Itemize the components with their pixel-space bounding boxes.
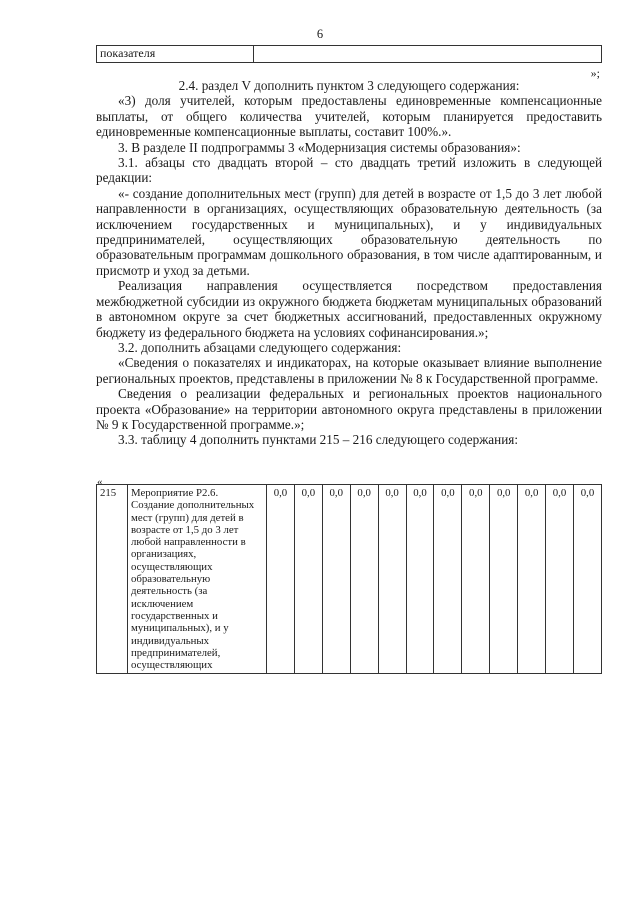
table-4-excerpt — [96, 484, 602, 674]
table-cell-empty — [254, 46, 602, 63]
closing-quote: »; — [590, 66, 600, 80]
paragraph: Сведения о реализации федеральных и региональных проектов национального проекта «Образование» на территории автономного округа представлены в приложении № 9 к Государственной программе.»; — [96, 386, 602, 432]
paragraph: «3) доля учителей, которым предоставлены единовременные компенсационные выплаты, от общего количества учителей, которым планируется предоставить единовременные компенсационные выплаты, составит 100%.». — [96, 93, 602, 140]
paragraph: «Сведения о показателях и индикаторах, на которые оказывает влияние выполнение региональных проектов, представлены в приложении № 8 к Государственной программе. — [96, 355, 602, 386]
table-cell: показателя — [97, 46, 254, 63]
continuation-table — [96, 45, 602, 63]
table-row — [97, 46, 602, 63]
value-cell: 0,0 — [462, 485, 490, 674]
document-body — [96, 78, 602, 448]
paragraph: 3. В разделе II подпрограммы 3 «Модернизация системы образования»: — [118, 139, 521, 155]
value-cell: 0,0 — [378, 485, 406, 674]
paragraph: 3.2. дополнить абзацами следующего содержания: — [118, 339, 402, 355]
page-number: 6 — [316, 27, 324, 41]
value-cell: 0,0 — [406, 485, 434, 674]
measure-name: Мероприятие Р2.6. Создание дополнительных мест (групп) для детей в возрасте от 1,5 до 3 лет любой направленности в организациях, осуществляющих образовательную деятельность (за исключением государственных и муниципальных), и у индивидуальных предпринимателей, осуществляющих — [128, 485, 267, 674]
row-number: 215 — [97, 485, 128, 674]
value-cell: 0,0 — [490, 485, 518, 674]
opening-quote: « — [97, 476, 103, 488]
paragraph: «- создание дополнительных мест (групп) для детей в возрасте от 1,5 до 3 лет любой направленности в организациях, осуществляющих образовательную деятельность (за исключением государственных и муниципальных), и у индивидуальных предпринимателей, осуществляющих образовательную деятельность по образовательным программам дошкольного образования, в том числе адаптированным, и присмотр и уход за детьми. — [96, 185, 602, 278]
paragraph: Реализация направления осуществляется посредством предоставления межбюджетной субсидии из окружного бюджета бюджетам муниципальных образований в автономном округе за счет бюджетных ассигнований, предоставленных окружному бюджету из федерального бюджета на условиях софинансирования.»; — [96, 278, 602, 340]
paragraph: 3.1. абзацы сто двадцать второй – сто двадцать третий изложить в следующей редакции: — [96, 155, 602, 186]
paragraph: 2.4. раздел V дополнить пунктом 3 следующего содержания: — [178, 78, 520, 93]
paragraph: 3.3. таблицу 4 дополнить пунктами 215 – 216 следующего содержания: — [118, 432, 519, 448]
value-cell: 0,0 — [267, 485, 295, 674]
table-row — [97, 485, 602, 674]
value-cell: 0,0 — [294, 485, 322, 674]
value-cell: 0,0 — [546, 485, 574, 674]
value-cell: 0,0 — [518, 485, 546, 674]
value-cell: 0,0 — [573, 485, 601, 674]
value-cell: 0,0 — [350, 485, 378, 674]
value-cell: 0,0 — [322, 485, 350, 674]
value-cell: 0,0 — [434, 485, 462, 674]
